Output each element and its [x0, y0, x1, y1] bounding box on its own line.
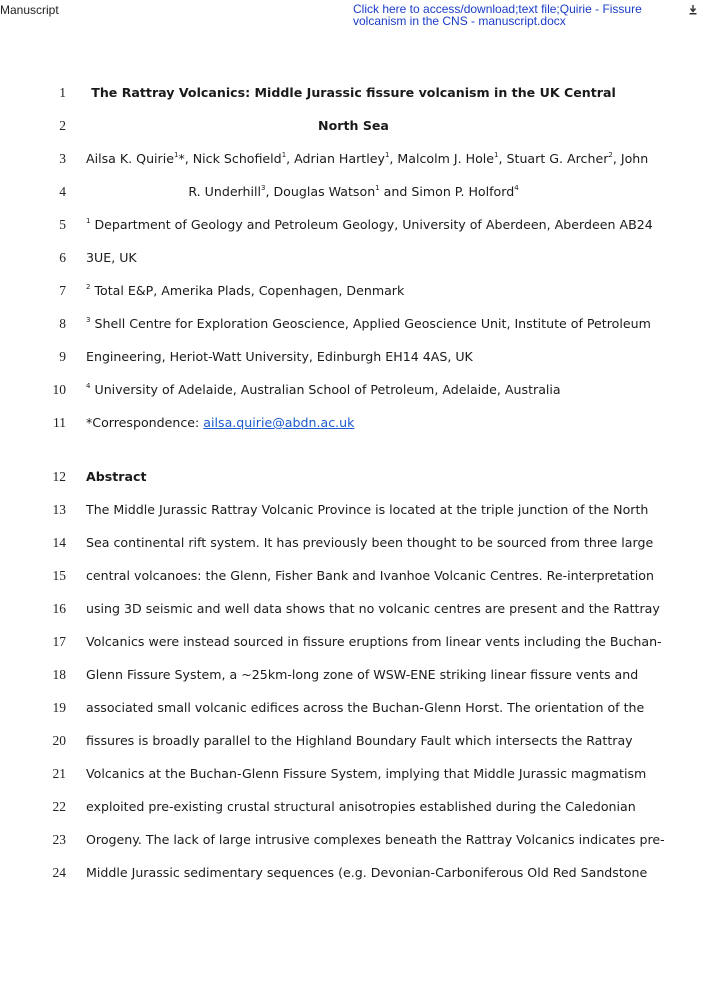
line-4 [0, 181, 707, 203]
affiliation-text: Department of Geology and Petroleum Geology, University of Aberdeen, Aberdeen AB24 [90, 217, 653, 232]
line-number: 12 [52, 469, 66, 484]
author-name: , Malcolm J. Hole [389, 151, 495, 166]
line-13 [0, 499, 707, 521]
line-number: 3 [59, 151, 66, 166]
affiliation-3-cont: Engineering, Heriot-Watt University, Edinburgh EH14 4AS, UK [86, 349, 473, 364]
affiliation-3 [86, 313, 651, 335]
line-8 [0, 313, 707, 335]
correspondence [86, 412, 621, 434]
line-2 [0, 115, 707, 137]
abstract-line: Volcanics were instead sourced in fissure eruptions from linear vents including the Buchan- [86, 634, 662, 649]
authors-line-1 [86, 148, 649, 170]
line-5 [0, 214, 707, 236]
abstract-line: The Middle Jurassic Rattray Volcanic Province is located at the triple junction of the North [86, 502, 649, 517]
line-number: 18 [52, 667, 66, 682]
line-12 [0, 466, 707, 488]
author-name: , John [612, 151, 649, 166]
affiliation-sup: 1 [281, 150, 287, 159]
line-21 [0, 763, 707, 785]
line-22 [0, 796, 707, 818]
line-number: 4 [59, 184, 66, 199]
affiliation-sup: 2 [608, 150, 613, 159]
authors-line-2 [86, 181, 621, 203]
line-24 [0, 862, 707, 884]
manuscript-label: Manuscript [0, 3, 59, 17]
affiliation-1-cont: 3UE, UK [86, 250, 137, 265]
affiliation-4 [86, 379, 621, 401]
line-3 [0, 148, 707, 170]
affiliation-sup: 1 [173, 150, 179, 159]
abstract-line: exploited pre-existing crustal structural anisotropies established during the Caledonian [86, 799, 636, 814]
author-name: Ailsa K. Quirie [86, 151, 174, 166]
line-number: 1 [59, 85, 66, 100]
affiliation-text: University of Adelaide, Australian School of Petroleum, Adelaide, Australia [90, 382, 561, 397]
correspondence-label: *Correspondence: [86, 415, 204, 430]
title-line-1: The Rattray Volcanics: Middle Jurassic fissure volcanism in the UK Central [91, 85, 616, 100]
line-11 [0, 412, 707, 434]
line-14 [0, 532, 707, 554]
abstract-line: using 3D seismic and well data shows that no volcanic centres are present and the Rattray [86, 601, 660, 616]
line-number: 8 [59, 316, 66, 331]
affiliation-sup: 2 [86, 282, 91, 291]
corresponding-mark: * [178, 151, 185, 166]
affiliation-sup: 4 [86, 381, 91, 390]
line-number: 23 [52, 832, 66, 847]
line-number: 20 [52, 733, 66, 748]
line-number: 19 [52, 700, 66, 715]
line-number: 6 [59, 250, 66, 265]
author-name: , Nick Schofield [184, 151, 282, 166]
author-name: R. Underhill [188, 184, 261, 199]
affiliation-text: Total E&P, Amerika Plads, Copenhagen, Denmark [90, 283, 405, 298]
affiliation-sup: 1 [384, 150, 390, 159]
line-number: 16 [52, 601, 66, 616]
line-number: 11 [53, 415, 66, 430]
line-23 [0, 829, 707, 851]
affiliation-sup: 1 [86, 216, 91, 225]
line-1 [0, 82, 707, 104]
abstract-line: associated small volcanic edifices across the Buchan-Glenn Horst. The orientation of the [86, 700, 645, 715]
affiliation-sup: 4 [514, 183, 519, 192]
line-number: 9 [59, 349, 66, 364]
author-name: , Douglas Watson [265, 184, 376, 199]
line-9 [0, 346, 707, 368]
abstract-line: fissures is broadly parallel to the Highland Boundary Fault which intersects the Rattray [86, 733, 633, 748]
abstract-line: Glenn Fissure System, a ~25km-long zone of WSW-ENE striking linear fissure vents and [86, 667, 639, 682]
affiliation-sup: 3 [86, 315, 91, 324]
abstract-heading: Abstract [86, 469, 147, 484]
download-link[interactable]: Click here to access/download;text file;Quirie - Fissure volcanism in the CNS - manuscript.docx [353, 2, 642, 28]
line-number: 7 [59, 283, 66, 298]
line-20 [0, 730, 707, 752]
line-10 [0, 379, 707, 401]
line-18 [0, 664, 707, 686]
line-number: 17 [52, 634, 66, 649]
download-icon[interactable] [689, 5, 697, 15]
abstract-line: Middle Jurassic sedimentary sequences (e.g. Devonian-Carboniferous Old Red Sandstone [86, 865, 648, 880]
title-line-2: North Sea [318, 118, 389, 133]
line-6 [0, 247, 707, 269]
line-number: 22 [52, 799, 66, 814]
line-number: 2 [59, 118, 66, 133]
line-15 [0, 565, 707, 587]
author-name: , Stuart G. Archer [498, 151, 609, 166]
line-19 [0, 697, 707, 719]
line-7 [0, 280, 707, 302]
email-link[interactable]: ailsa.quirie@abdn.ac.uk [203, 415, 355, 430]
affiliation-sup: 1 [375, 183, 380, 192]
line-number: 15 [52, 568, 66, 583]
line-number: 21 [52, 766, 66, 781]
affiliation-sup: 3 [261, 183, 266, 192]
line-17 [0, 631, 707, 653]
abstract-line: Sea continental rift system. It has previously been thought to be sourced from three large [86, 535, 654, 550]
abstract-line: Volcanics at the Buchan-Glenn Fissure System, implying that Middle Jurassic magmatism [86, 766, 647, 781]
line-number: 10 [52, 382, 66, 397]
line-16 [0, 598, 707, 620]
abstract-line: Orogeny. The lack of large intrusive complexes beneath the Rattray Volcanics indicates pre- [86, 832, 665, 847]
affiliation-sup: 1 [494, 150, 499, 159]
affiliation-1 [86, 214, 653, 236]
abstract-line: central volcanoes: the Glenn, Fisher Bank and Ivanhoe Volcanic Centres. Re-interpretation [86, 568, 654, 583]
affiliation-2 [86, 280, 621, 302]
affiliation-text: Shell Centre for Exploration Geoscience, Applied Geoscience Unit, Institute of Petroleum [90, 316, 651, 331]
line-number: 14 [52, 535, 66, 550]
line-number: 5 [59, 217, 66, 232]
line-number: 13 [52, 502, 66, 517]
author-name: , Adrian Hartley [286, 151, 385, 166]
line-number: 24 [52, 865, 66, 880]
author-name: and Simon P. Holford [379, 184, 515, 199]
